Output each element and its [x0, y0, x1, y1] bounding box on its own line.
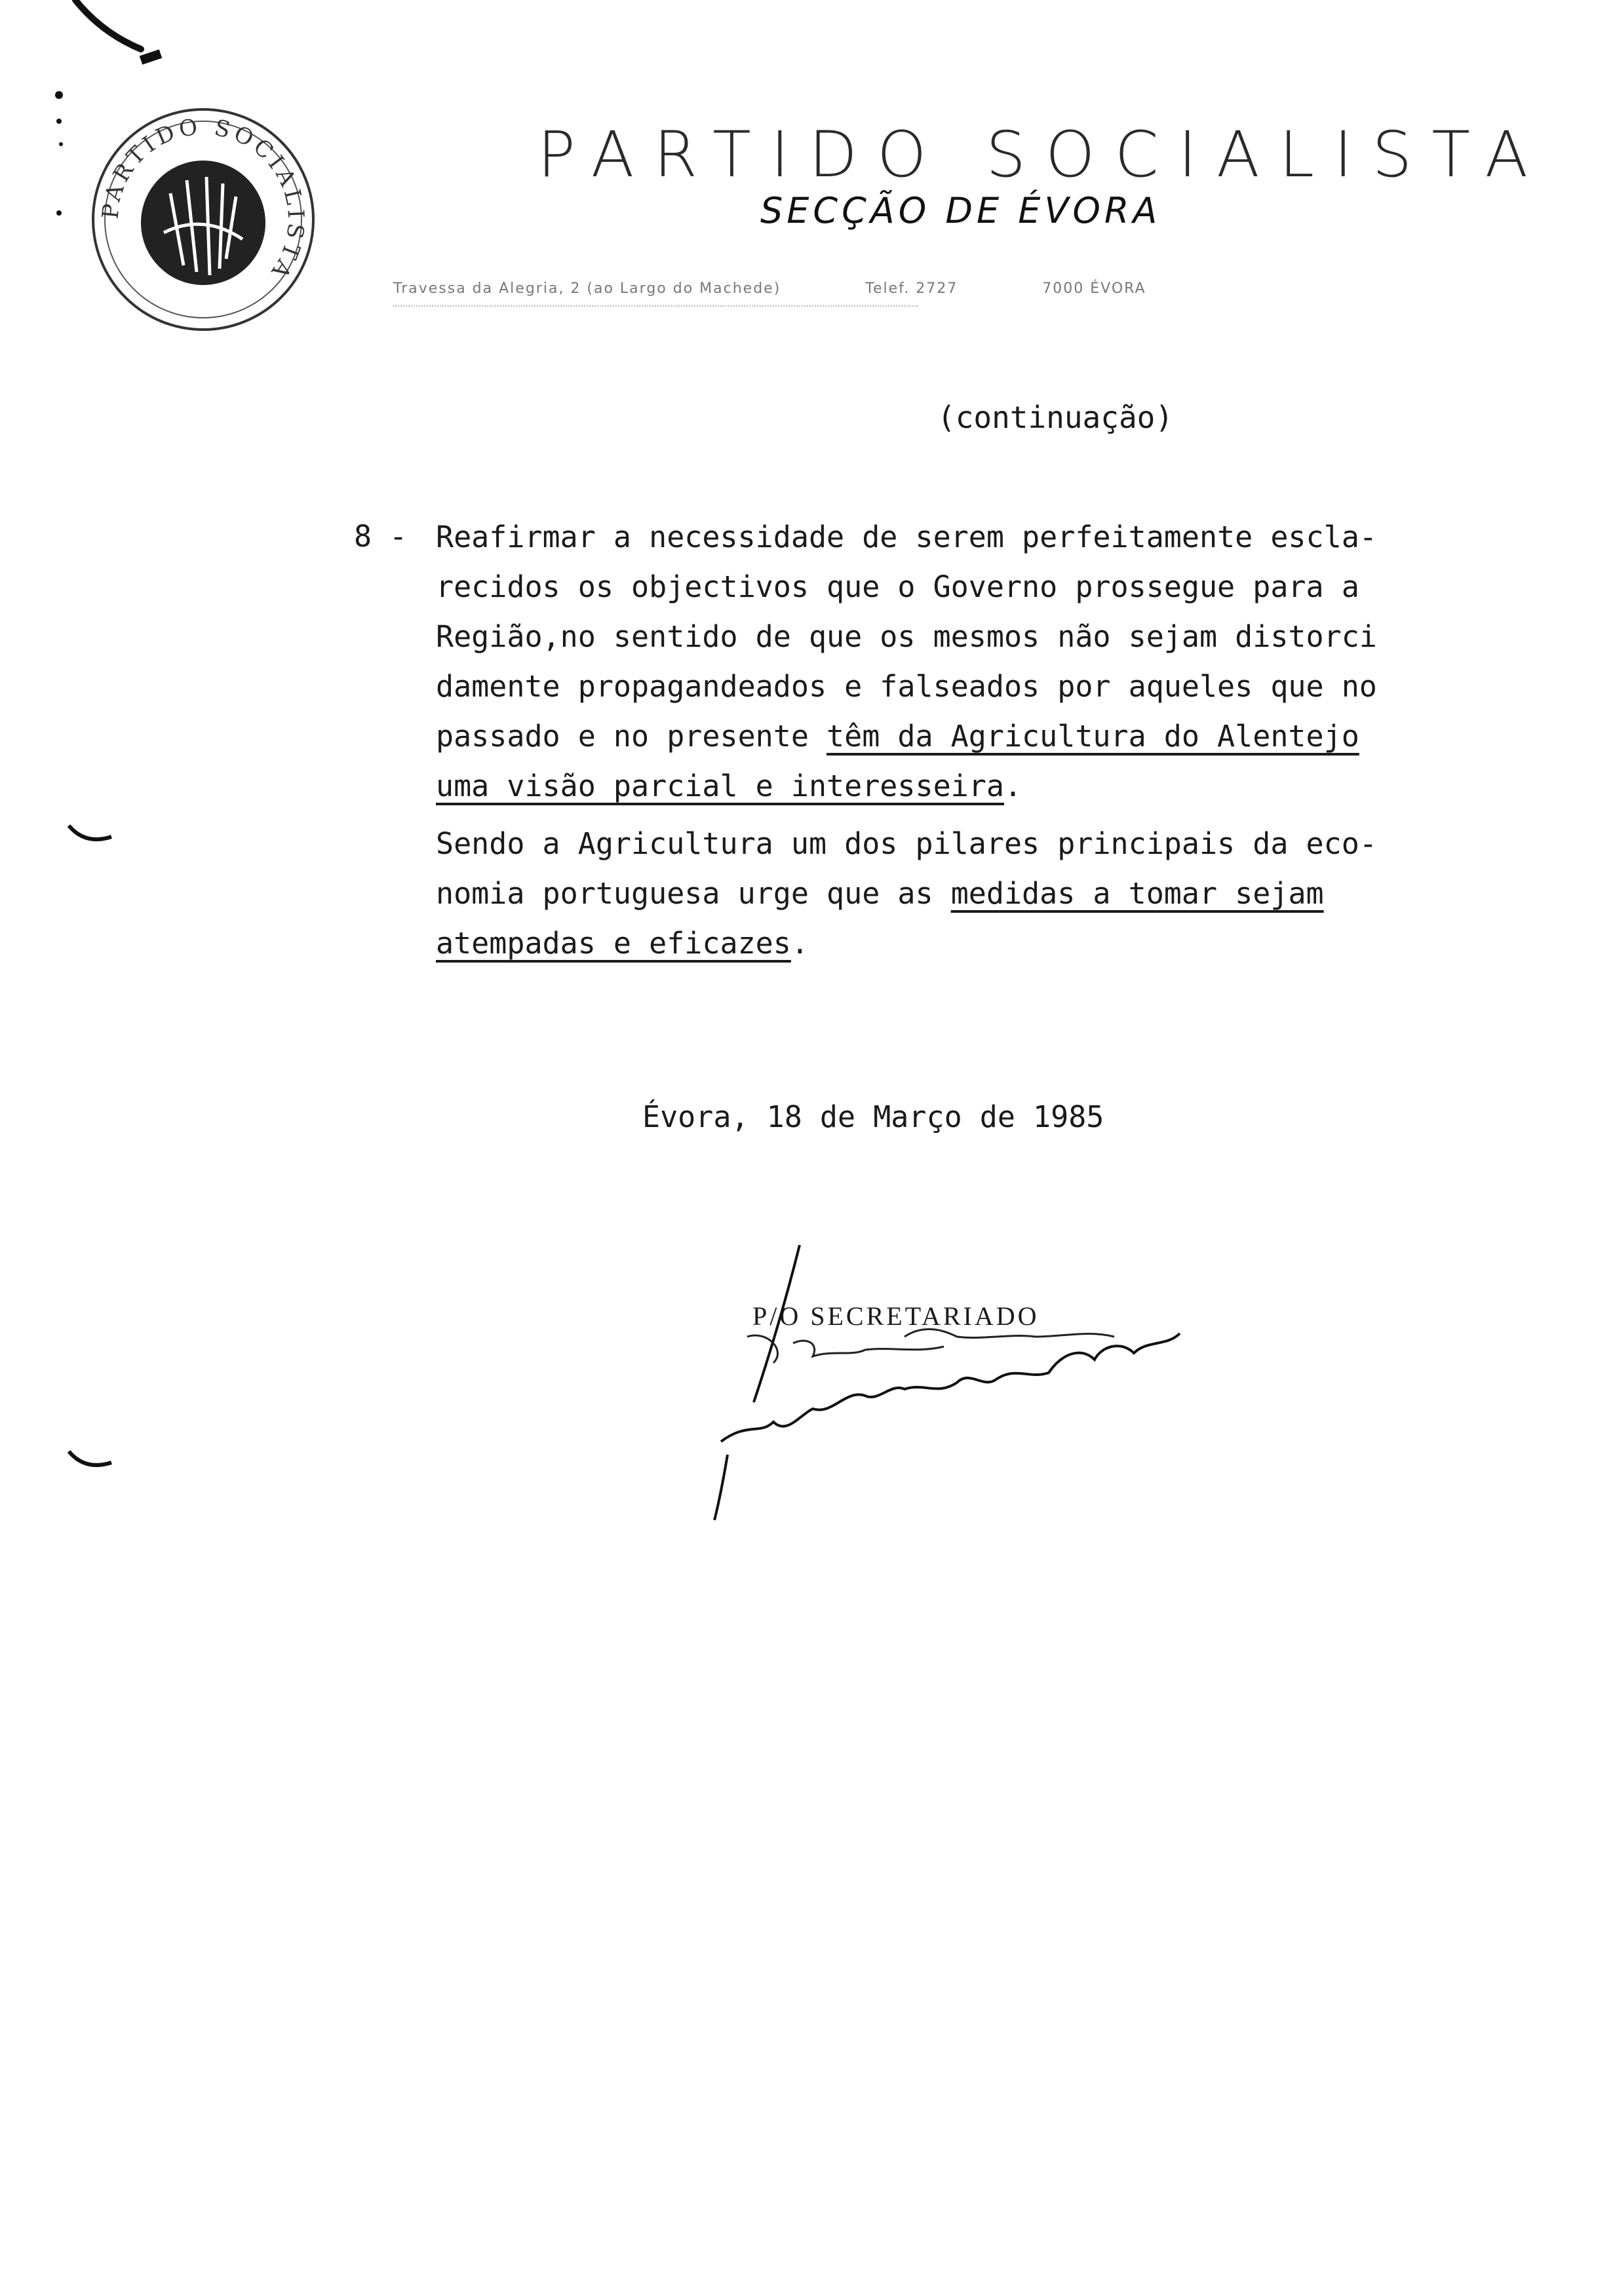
text-line — [436, 919, 1498, 968]
text-segment: . — [1003, 769, 1022, 803]
address-divider — [393, 305, 918, 309]
margin-arc-mark — [66, 822, 118, 849]
text-line: Sendo a Agricultura um dos pilares principais da eco- — [436, 826, 1377, 861]
party-seal-logo — [79, 102, 328, 337]
text-line — [436, 712, 1498, 761]
underlined-segment: atempadas e eficazes — [436, 926, 791, 961]
text-line — [436, 761, 1498, 811]
text-segment: . — [790, 926, 809, 961]
svg-text:PARTIDO SOCIALISTA: PARTIDO SOCIALISTA — [97, 113, 309, 286]
text-line: Reafirmar a necessidade de serem perfeitamente escla- — [436, 520, 1377, 554]
place-date: Évora, 18 de Março de 1985 — [642, 1100, 1104, 1134]
underlined-segment: uma visão parcial e interesseira — [436, 769, 1004, 803]
phone-text: Telef. 2727 — [865, 280, 958, 297]
text-line: damente propagandeados e falseados por aqueles que no — [436, 669, 1377, 704]
secretariat-label: P/O SECRETARIADO — [752, 1301, 1040, 1331]
text-line: recidos os objectivos que o Governo prossegue para a — [436, 569, 1359, 604]
text-line — [436, 869, 1498, 919]
text-line: Região,no sentido de que os mesmos não sejam distorci — [436, 619, 1377, 654]
underlined-segment: medidas a tomar sejam — [950, 876, 1324, 911]
text-segment: nomia portuguesa urge que as — [436, 876, 951, 911]
margin-arc-mark — [66, 1448, 118, 1474]
paragraph-1 — [436, 512, 1498, 811]
corner-mark — [62, 0, 167, 72]
hole-punch-marks — [49, 85, 75, 229]
section-name: SECÇÃO DE ÉVORA — [760, 190, 1161, 231]
item-number: 8 - — [354, 519, 408, 554]
address-line — [393, 280, 1225, 297]
continuation-label: (continuação) — [937, 400, 1174, 435]
handwritten-signature — [708, 1245, 1298, 1520]
postal-text: 7000 ÉVORA — [1042, 280, 1146, 297]
address-text: Travessa da Alegria, 2 (ao Largo do Machede) — [393, 280, 781, 297]
party-name: PARTIDO SOCIALISTA — [537, 118, 1548, 191]
text-segment: passado e no presente — [436, 719, 827, 754]
paragraph-2 — [436, 819, 1498, 968]
underlined-segment: têm da Agricultura do Alentejo — [827, 719, 1359, 754]
